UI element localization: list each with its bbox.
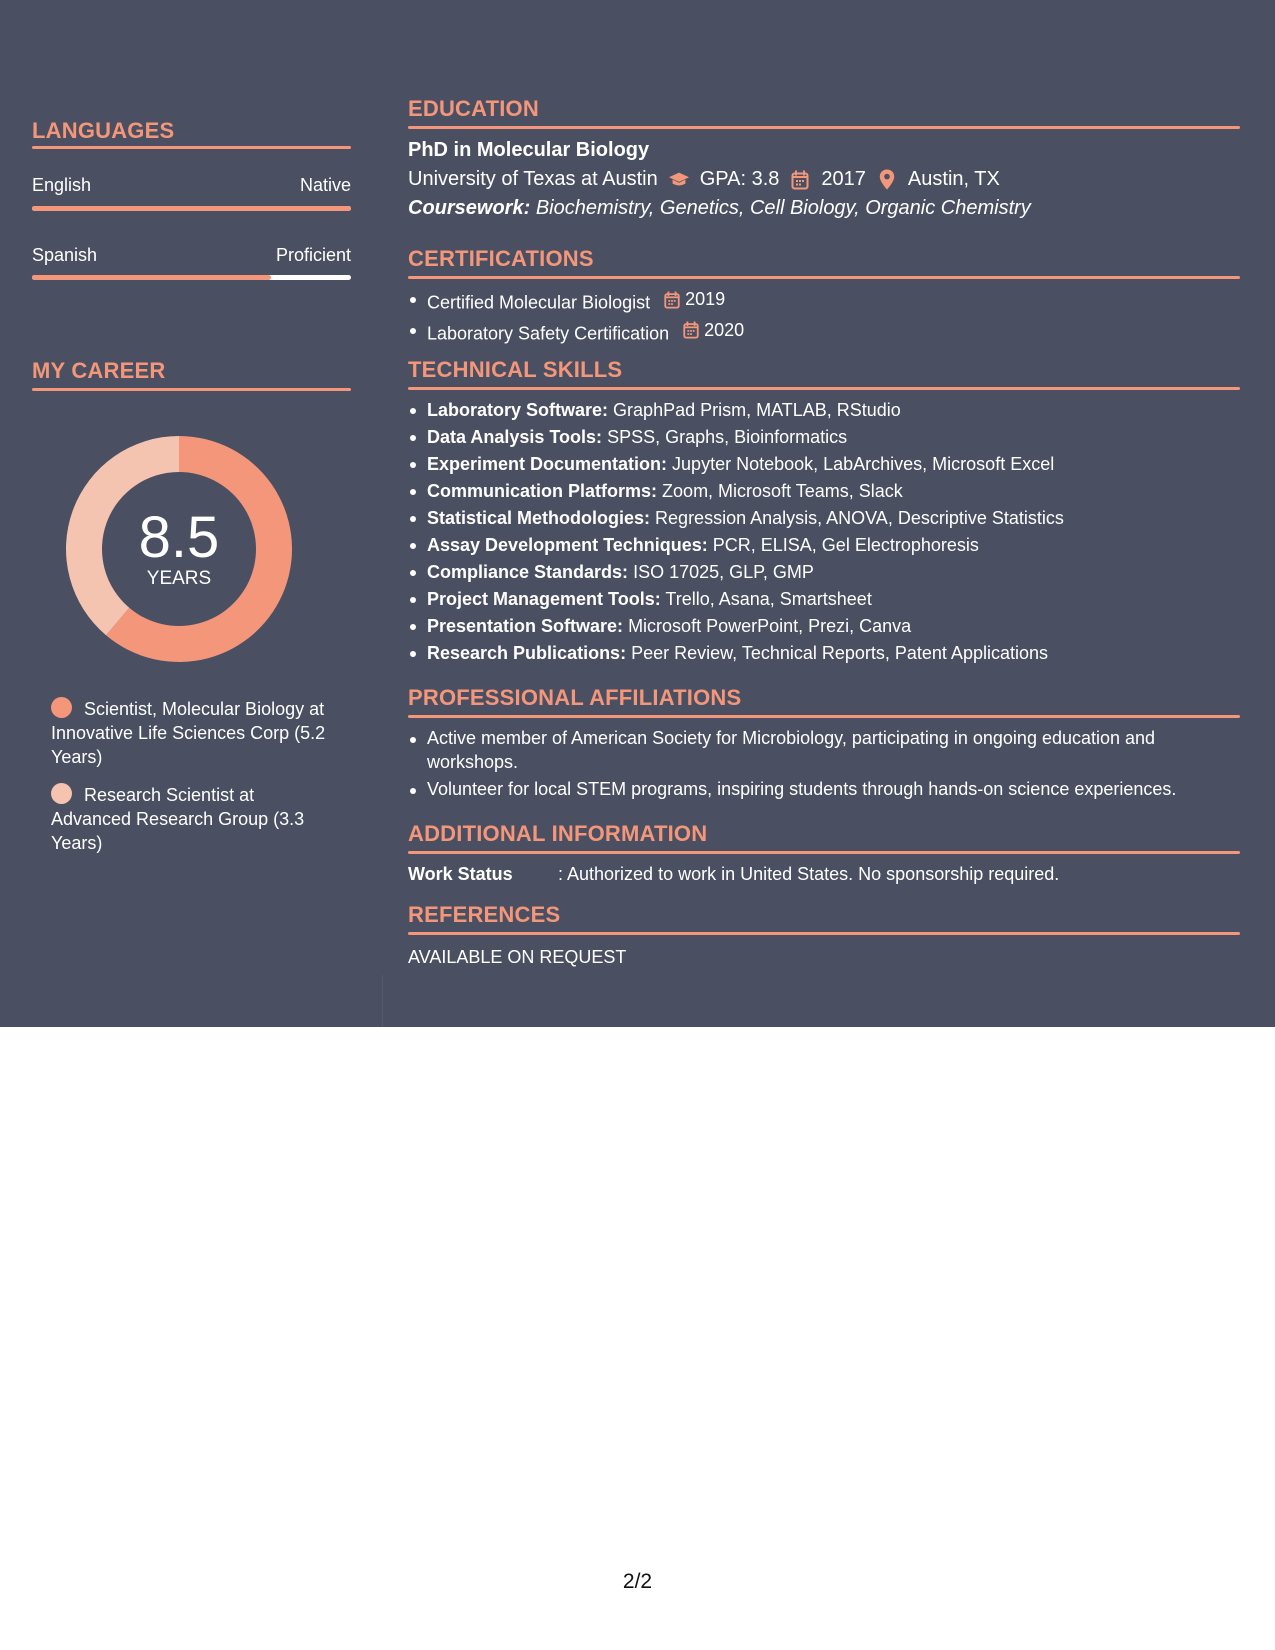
graduation-year: 2017 <box>821 168 866 190</box>
skill-item <box>408 397 1240 424</box>
legend-dot-icon <box>51 697 72 718</box>
career-total-unit: YEARS <box>146 568 212 589</box>
skill-value: Peer Review, Technical Reports, Patent Applications <box>631 643 1048 663</box>
legend-dot-icon <box>51 783 72 804</box>
certifications-list <box>408 286 1240 347</box>
skills-title: TECHNICAL SKILLS <box>408 357 623 382</box>
languages-title: LANGUAGES <box>32 118 175 143</box>
language-row-english <box>32 175 351 199</box>
language-bar-fill <box>32 275 271 280</box>
education-section <box>408 96 1240 220</box>
skill-label: Compliance Standards: <box>427 562 629 582</box>
degree: PhD in Molecular Biology <box>408 139 650 161</box>
skill-item <box>408 613 1240 640</box>
coursework <box>408 197 1240 220</box>
skill-item <box>408 505 1240 532</box>
skill-label: Laboratory Software: <box>427 400 609 420</box>
career-legend-item <box>51 783 331 855</box>
career-rule <box>32 388 351 391</box>
certification-date <box>663 286 725 313</box>
work-status-label: Work Status <box>408 864 513 884</box>
skill-value: Microsoft PowerPoint, Prezi, Canva <box>628 616 912 636</box>
skill-item <box>408 640 1240 667</box>
additional-title: ADDITIONAL INFORMATION <box>408 821 708 846</box>
work-status-row <box>408 864 1240 885</box>
coursework-list: Biochemistry, Genetics, Cell Biology, Organic Chemistry <box>535 197 1031 219</box>
donut-center <box>66 436 292 662</box>
career-total-value: 8.5 <box>138 505 220 570</box>
skills-section <box>408 357 1240 667</box>
certifications-title: CERTIFICATIONS <box>408 246 594 271</box>
column-divider <box>382 975 383 1027</box>
affiliations-section <box>408 685 1240 801</box>
career-legend-item <box>51 697 331 769</box>
career-donut-chart <box>66 436 292 662</box>
language-name: Spanish <box>32 245 98 265</box>
skill-value: PCR, ELISA, Gel Electrophoresis <box>712 535 979 555</box>
coursework-label: Coursework: <box>408 197 531 219</box>
legend-label: Research Scientist at Advanced Research Group (3.3 Years) <box>51 785 305 853</box>
skill-label: Experiment Documentation: <box>427 454 668 474</box>
skill-label: Data Analysis Tools: <box>427 427 603 447</box>
career-title: MY CAREER <box>32 358 166 383</box>
references-section <box>408 902 1240 968</box>
skill-value: Jupyter Notebook, LabArchives, Microsoft Excel <box>672 454 1055 474</box>
list-item: Volunteer for local STEM programs, inspiring students through hands-on science experiences. <box>408 777 1240 801</box>
skill-value: SPSS, Graphs, Bioinformatics <box>607 427 848 447</box>
certification-name: Laboratory Safety Certification <box>427 323 670 343</box>
language-bar-fill <box>32 206 351 211</box>
skill-value: Trello, Asana, Smartsheet <box>665 589 872 609</box>
skill-value: GraphPad Prism, MATLAB, RStudio <box>613 400 901 420</box>
affiliations-title: PROFESSIONAL AFFILIATIONS <box>408 685 742 710</box>
references-text: AVAILABLE ON REQUEST <box>408 947 627 967</box>
skill-label: Presentation Software: <box>427 616 624 636</box>
certifications-rule <box>408 276 1240 279</box>
map-pin-icon <box>876 169 898 191</box>
skill-label: Assay Development Techniques: <box>427 535 708 555</box>
list-item: Active member of American Society for Microbiology, participating in ongoing education and workshops. <box>408 726 1240 774</box>
certifications-section <box>408 246 1240 347</box>
education-rule <box>408 126 1240 129</box>
certification-year: 2019 <box>685 289 726 309</box>
list-item <box>408 286 1240 317</box>
skill-label: Research Publications: <box>427 643 627 663</box>
graduation-cap-icon <box>668 169 690 191</box>
skill-item <box>408 451 1240 478</box>
page-number: 2/2 <box>622 1570 653 1593</box>
calendar-icon <box>682 321 700 339</box>
certification-date <box>682 317 744 344</box>
affiliations-list <box>408 726 1240 801</box>
additional-rule <box>408 851 1240 854</box>
skill-label: Communication Platforms: <box>427 481 658 501</box>
certification-year: 2020 <box>704 319 745 340</box>
education-details <box>408 168 1240 191</box>
language-level: Native <box>299 175 351 195</box>
additional-section <box>408 821 1240 885</box>
language-bar-english <box>32 206 351 211</box>
skill-item <box>408 559 1240 586</box>
skills-rule <box>408 387 1240 390</box>
list-item <box>408 317 1240 348</box>
language-row-spanish <box>32 245 351 269</box>
education-title: EDUCATION <box>408 96 539 121</box>
languages-rule <box>32 146 351 149</box>
skill-item <box>408 586 1240 613</box>
references-rule <box>408 932 1240 935</box>
calendar-icon <box>789 169 811 191</box>
gpa: GPA: 3.8 <box>699 168 780 190</box>
skill-value: Regression Analysis, ANOVA, Descriptive Statistics <box>655 508 1064 528</box>
school-name: University of Texas at Austin <box>408 168 658 190</box>
education-location: Austin, TX <box>907 168 1000 190</box>
skills-list <box>408 397 1240 667</box>
legend-label: Scientist, Molecular Biology at Innovative Life Sciences Corp (5.2 Years) <box>51 699 326 767</box>
skill-label: Statistical Methodologies: <box>427 508 651 528</box>
skill-item <box>408 424 1240 451</box>
skill-value: ISO 17025, GLP, GMP <box>633 562 814 582</box>
references-title: REFERENCES <box>408 902 561 927</box>
language-name: English <box>32 175 92 195</box>
work-status-value: : Authorized to work in United States. No sponsorship required. <box>558 864 1060 884</box>
affiliations-rule <box>408 715 1240 718</box>
skill-value: Zoom, Microsoft Teams, Slack <box>662 481 903 501</box>
language-level: Proficient <box>275 245 351 265</box>
skill-item <box>408 478 1240 505</box>
calendar-icon <box>663 291 681 309</box>
skill-label: Project Management Tools: <box>427 589 661 609</box>
certification-name: Certified Molecular Biologist <box>427 292 651 313</box>
language-bar-spanish <box>32 275 351 280</box>
skill-item <box>408 532 1240 559</box>
